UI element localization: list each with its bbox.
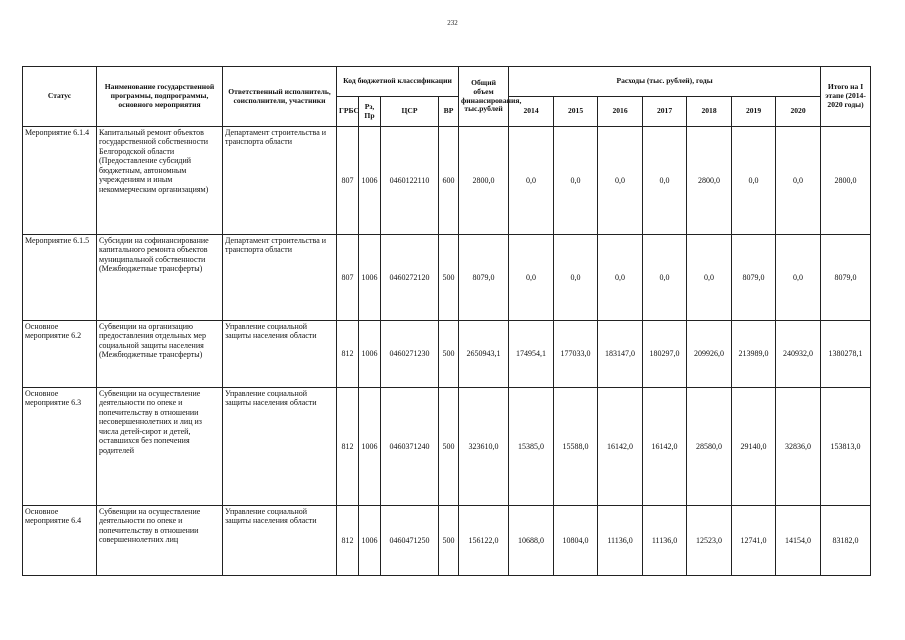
row-vr: 500 xyxy=(439,506,459,576)
row-grbs: 812 xyxy=(337,388,359,506)
row-year-value: 28580,0 xyxy=(687,388,732,506)
row-status: Основное мероприятие 6.3 xyxy=(23,388,97,506)
row-year-value: 15588,0 xyxy=(554,388,598,506)
budget-table xyxy=(22,66,871,576)
row-total: 2650943,1 xyxy=(459,321,509,388)
row-year-value: 0,0 xyxy=(509,127,554,235)
row-year-value: 29140,0 xyxy=(732,388,776,506)
row-total: 2800,0 xyxy=(459,127,509,235)
header-year: 2014 xyxy=(509,97,554,127)
row-year-value: 10804,0 xyxy=(554,506,598,576)
row-stage-total: 2800,0 xyxy=(821,127,871,235)
header-year: 2017 xyxy=(643,97,687,127)
header-csr: ЦСР xyxy=(381,97,439,127)
header-year: 2016 xyxy=(598,97,643,127)
row-year-value: 213989,0 xyxy=(732,321,776,388)
header-executor: Ответственный исполнитель, соисполнители, участники xyxy=(223,67,337,127)
header-expenses: Расходы (тыс. рублей), годы xyxy=(509,67,821,97)
table-row xyxy=(23,235,871,321)
row-csr: 0460371240 xyxy=(381,388,439,506)
row-csr: 0460122110 xyxy=(381,127,439,235)
row-executor: Департамент строительства и транспорта области xyxy=(223,127,337,235)
header-budget-code: Код бюджетной классификации xyxy=(337,67,459,97)
row-year-value: 8079,0 xyxy=(732,235,776,321)
row-stage-total: 8079,0 xyxy=(821,235,871,321)
row-year-value: 0,0 xyxy=(687,235,732,321)
row-csr: 0460271230 xyxy=(381,321,439,388)
row-stage-total: 1380278,1 xyxy=(821,321,871,388)
row-executor: Управление социальной защиты населения области xyxy=(223,506,337,576)
table-row xyxy=(23,388,871,506)
row-year-value: 2800,0 xyxy=(687,127,732,235)
header-status: Статус xyxy=(23,67,97,127)
row-vr: 500 xyxy=(439,388,459,506)
row-name: Субсидии на софинансирование капитального ремонта объектов муниципальной собственности (Межбюджетные трансферты) xyxy=(97,235,223,321)
header-total-finance: Общий объем финансирования, тыс.рублей xyxy=(459,67,509,127)
row-csr: 0460272120 xyxy=(381,235,439,321)
row-executor: Департамент строительства и транспорта области xyxy=(223,235,337,321)
row-year-value: 0,0 xyxy=(598,235,643,321)
row-csr: 0460471250 xyxy=(381,506,439,576)
row-year-value: 209926,0 xyxy=(687,321,732,388)
row-year-value: 0,0 xyxy=(776,127,821,235)
row-grbs: 807 xyxy=(337,235,359,321)
row-rz-pr: 1006 xyxy=(359,235,381,321)
header-vr: ВР xyxy=(439,97,459,127)
row-total: 323610,0 xyxy=(459,388,509,506)
row-vr: 600 xyxy=(439,127,459,235)
header-year: 2018 xyxy=(687,97,732,127)
row-year-value: 10688,0 xyxy=(509,506,554,576)
row-year-value: 11136,0 xyxy=(643,506,687,576)
row-executor: Управление социальной защиты населения области xyxy=(223,321,337,388)
row-status: Мероприятие 6.1.5 xyxy=(23,235,97,321)
row-year-value: 180297,0 xyxy=(643,321,687,388)
header-grbs: ГРБС xyxy=(337,97,359,127)
header-row-main xyxy=(23,67,871,97)
row-year-value: 16142,0 xyxy=(598,388,643,506)
row-year-value: 0,0 xyxy=(643,235,687,321)
row-status: Мероприятие 6.1.4 xyxy=(23,127,97,235)
row-year-value: 177033,0 xyxy=(554,321,598,388)
row-vr: 500 xyxy=(439,235,459,321)
row-rz-pr: 1006 xyxy=(359,506,381,576)
header-rz-pr: Рз, Пр xyxy=(359,97,381,127)
header-year: 2015 xyxy=(554,97,598,127)
page-number: 232 xyxy=(447,19,458,27)
row-vr: 500 xyxy=(439,321,459,388)
row-year-value: 183147,0 xyxy=(598,321,643,388)
row-stage-total: 83182,0 xyxy=(821,506,871,576)
row-year-value: 0,0 xyxy=(554,127,598,235)
row-year-value: 0,0 xyxy=(776,235,821,321)
row-grbs: 807 xyxy=(337,127,359,235)
header-program-name: Наименование государственной программы, подпрограммы, основного мероприятия xyxy=(97,67,223,127)
row-total: 8079,0 xyxy=(459,235,509,321)
table-row xyxy=(23,506,871,576)
row-year-value: 15385,0 xyxy=(509,388,554,506)
row-year-value: 12523,0 xyxy=(687,506,732,576)
row-year-value: 0,0 xyxy=(643,127,687,235)
row-year-value: 240932,0 xyxy=(776,321,821,388)
row-name: Субвенции на осуществление деятельности по опеке и попечительству в отношении совершеннолетних лиц xyxy=(97,506,223,576)
row-name: Капитальный ремонт объектов государственной собственности Белгородской области (Предоставление субсидий бюджетным, автономным учреждениям и иным некоммерческим организациям) xyxy=(97,127,223,235)
row-year-value: 0,0 xyxy=(732,127,776,235)
row-year-value: 0,0 xyxy=(598,127,643,235)
row-rz-pr: 1006 xyxy=(359,321,381,388)
row-year-value: 0,0 xyxy=(554,235,598,321)
row-grbs: 812 xyxy=(337,321,359,388)
row-year-value: 174954,1 xyxy=(509,321,554,388)
header-year: 2020 xyxy=(776,97,821,127)
row-name: Субвенции на осуществление деятельности по опеке и попечительству в отношении несовершеннолетних и лиц из числа детей-сирот и детей, оставшихся без попечения родителей xyxy=(97,388,223,506)
row-year-value: 0,0 xyxy=(509,235,554,321)
row-year-value: 14154,0 xyxy=(776,506,821,576)
row-year-value: 11136,0 xyxy=(598,506,643,576)
row-year-value: 32836,0 xyxy=(776,388,821,506)
row-year-value: 12741,0 xyxy=(732,506,776,576)
header-total-stage: Итого на I этапе (2014-2020 годы) xyxy=(821,67,871,127)
row-status: Основное мероприятие 6.4 xyxy=(23,506,97,576)
row-total: 156122,0 xyxy=(459,506,509,576)
row-name: Субвенции на организацию предоставления отдельных мер социальной защиты населения (Межбюджетные трансферты) xyxy=(97,321,223,388)
row-stage-total: 153813,0 xyxy=(821,388,871,506)
table-row xyxy=(23,321,871,388)
row-year-value: 16142,0 xyxy=(643,388,687,506)
row-rz-pr: 1006 xyxy=(359,388,381,506)
row-grbs: 812 xyxy=(337,506,359,576)
table-row xyxy=(23,127,871,235)
row-status: Основное мероприятие 6.2 xyxy=(23,321,97,388)
row-rz-pr: 1006 xyxy=(359,127,381,235)
row-executor: Управление социальной защиты населения области xyxy=(223,388,337,506)
header-year: 2019 xyxy=(732,97,776,127)
